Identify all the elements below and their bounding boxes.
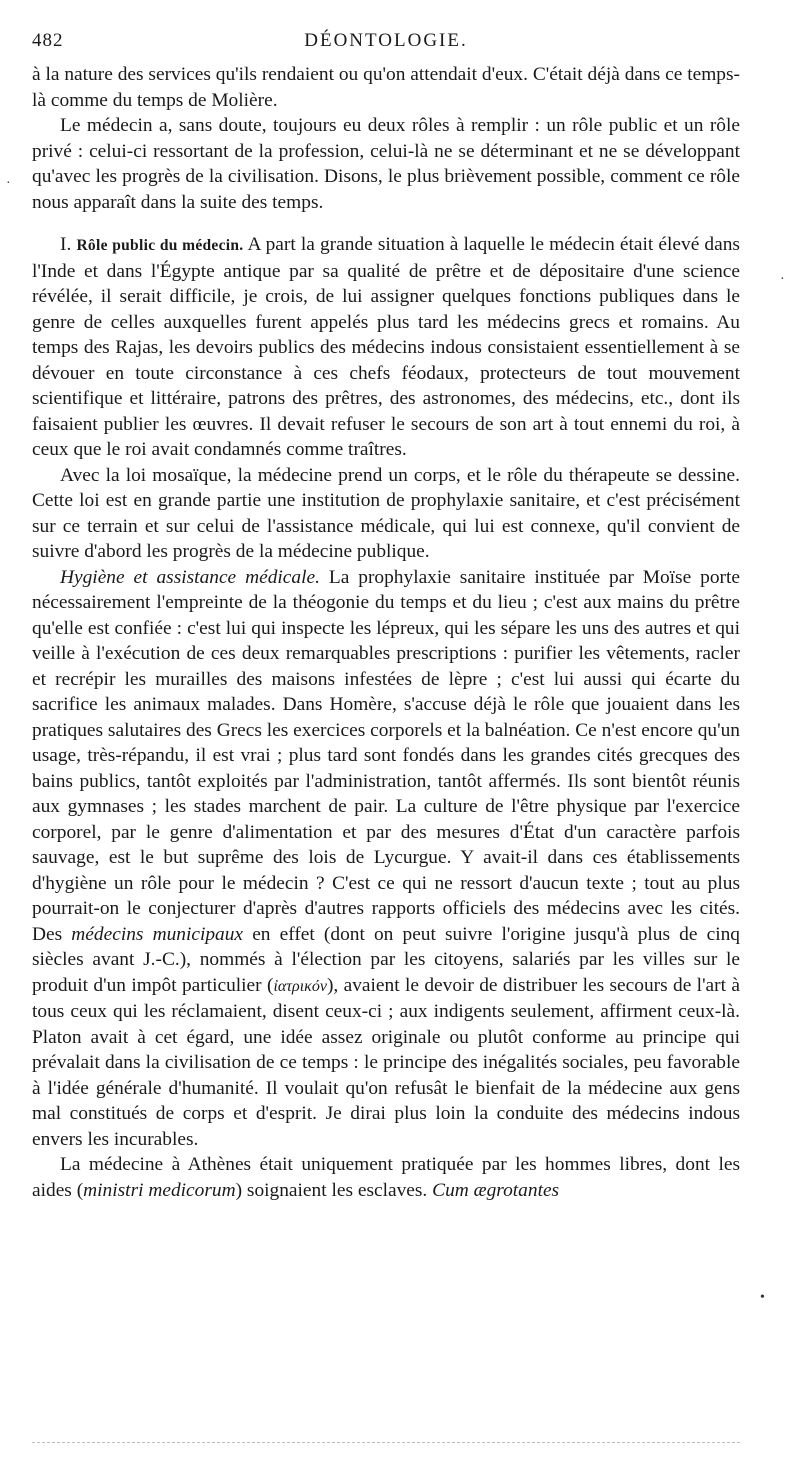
paragraph-6 xyxy=(32,1152,740,1203)
page xyxy=(32,28,740,1203)
greek-term: ἰατρικόν xyxy=(273,977,327,995)
margin-mark-icon: · xyxy=(6,176,11,191)
paragraph-6-italic-2: Cum ægrotantes xyxy=(432,1179,560,1201)
running-head xyxy=(32,28,740,58)
section-heading: Rôle public du médecin. xyxy=(76,237,244,254)
paragraph-6-italic-1: ministri medicorum xyxy=(83,1179,236,1201)
subsection-heading: Hygiène et assistance médicale. xyxy=(60,566,320,588)
paragraph-5 xyxy=(32,565,740,1153)
margin-mark-icon: • xyxy=(760,1290,765,1305)
paragraph-3 xyxy=(32,232,740,463)
section-number: I. xyxy=(60,234,72,255)
paragraph-6-text-a: La médecine à Athènes était uniquement pratiquée par les hommes libres, dont les aides ( xyxy=(32,1154,740,1201)
page-bottom-rule xyxy=(32,1442,740,1443)
body-text xyxy=(32,62,740,1203)
paragraph-5-italic: médecins municipaux xyxy=(71,923,244,945)
paragraph-5-text-c: ), avaient le devoir de distribuer les secours de l'art à tous ceux qui les réclamaient, disent ceux-ci ; aux indigents seulement, affirment ceux-là. Platon avait à cet égard, une idée assez originale ou plutôt conforme au principe qui prévalait dans la civilisation de ce temps : le principe des inégalités sociales, peu favorable à l'idée générale d'humanité. Il voulait qu'on refusât le bienfait de la médecine aux gens mal constitués de corps et d'esprit. Je dirai plus loin la conduite des médecins indous envers les incurables. xyxy=(32,974,740,1150)
paragraph-6-text-b: ) soignaient les esclaves. xyxy=(235,1179,428,1201)
paragraph-5-text-b: en effet (dont on peut suivre l'origine jusqu'à plus de cinq siècles avant J.-C.), nommés à l'élection par les citoyens, salariés par les villes sur le produit d'un impôt particulier ( xyxy=(32,923,740,996)
paragraph-5-text-a: La prophylaxie sanitaire instituée par Moïse porte nécessairement l'empreinte de la théogonie du temps et du lieu ; c'est aux mains du prêtre qu'elle est confiée : c'est lui qui inspecte les lépreux, qui les sépare les uns des autres et qui veille à l'exécution de ces deux remarquables prescriptions : purifier les vêtements, racler et recrépir les murailles des maisons infestées de lèpre ; c'est lui aussi qui écarte du sacrifice les animaux malades. Dans Homère, s'accuse déjà le rôle que jouaient dans les pratiques salutaires des Grecs les exercices corporels et la balnéation. Ce n'est encore qu'un usage, très-répandu, il est vrai ; plus tard sont fondés dans les grandes cités grecques des bains publics, tantôt exploités par l'administration, tantôt affermés. Ils sont bientôt réunis aux gymnases ; les stades marchent de pair. La culture de l'être physique par l'exercice corporel, par le genre d'alimentation et par des mesures d'État d'un caractère parfois sauvage, est le but suprême des lois de Lycurgue. Y avait-il dans ces établissements d'hygiène un rôle pour le médecin ? C'est ce qui ne ressort d'aucun texte ; tout au plus pourrait-on le conjecturer d'après d'autres rapports officiels des médecins avec les cités. Des xyxy=(32,566,741,945)
paragraph-2: Le médecin a, sans doute, toujours eu deux rôles à remplir : un rôle public et un rôle privé : celui-ci ressortant de la profession, celui-là ne se déterminant et ne se développant qu'avec les progrès de la civilisation. Disons, le plus brièvement possible, comment ce rôle nous apparaît dans la suite des temps. xyxy=(32,115,740,213)
paragraph-3-text: A part la grande situation à laquelle le médecin était élevé dans l'Inde et dans l'Égypte antique par sa qualité de prêtre et de dépositaire d'une science révélée, il serait difficile, je crois, de lui assigner quelques fonctions publiques dans le genre de celles auxquelles furent appelés plus tard les médecins grecs et romains. Au temps des Rajas, les devoirs publics des médecins indous consistaient essentiellement à se dévouer en toute circonstance à ces chefs féodaux, protecteurs de tout mouvement scientifique et littéraire, patrons des prêtres, des astronomes, des médecins, etc., dont ils faisaient publier les œuvres. Il devait refuser le secours de son art à tout ennemi du roi, à ceux que le roi avait condamnés comme traîtres. xyxy=(32,234,740,460)
running-title: DÉONTOLOGIE. xyxy=(304,30,468,51)
page-number: 482 xyxy=(32,30,64,51)
paragraph-1: à la nature des services qu'ils rendaient ou qu'on attendait d'eux. C'était déjà dans ce temps-là comme du temps de Molière. xyxy=(32,64,740,111)
paragraph-4: Avec la loi mosaïque, la médecine prend un corps, et le rôle du thérapeute se dessine. Cette loi est en grande partie une institution de prophylaxie sanitaire, et c'est précisément sur ce terrain et sur celui de l'assistance médicale, qui lui est connexe, qu'il convient de suivre d'abord les progrès de la médecine publique. xyxy=(32,464,740,562)
margin-mark-icon: · xyxy=(780,272,785,287)
